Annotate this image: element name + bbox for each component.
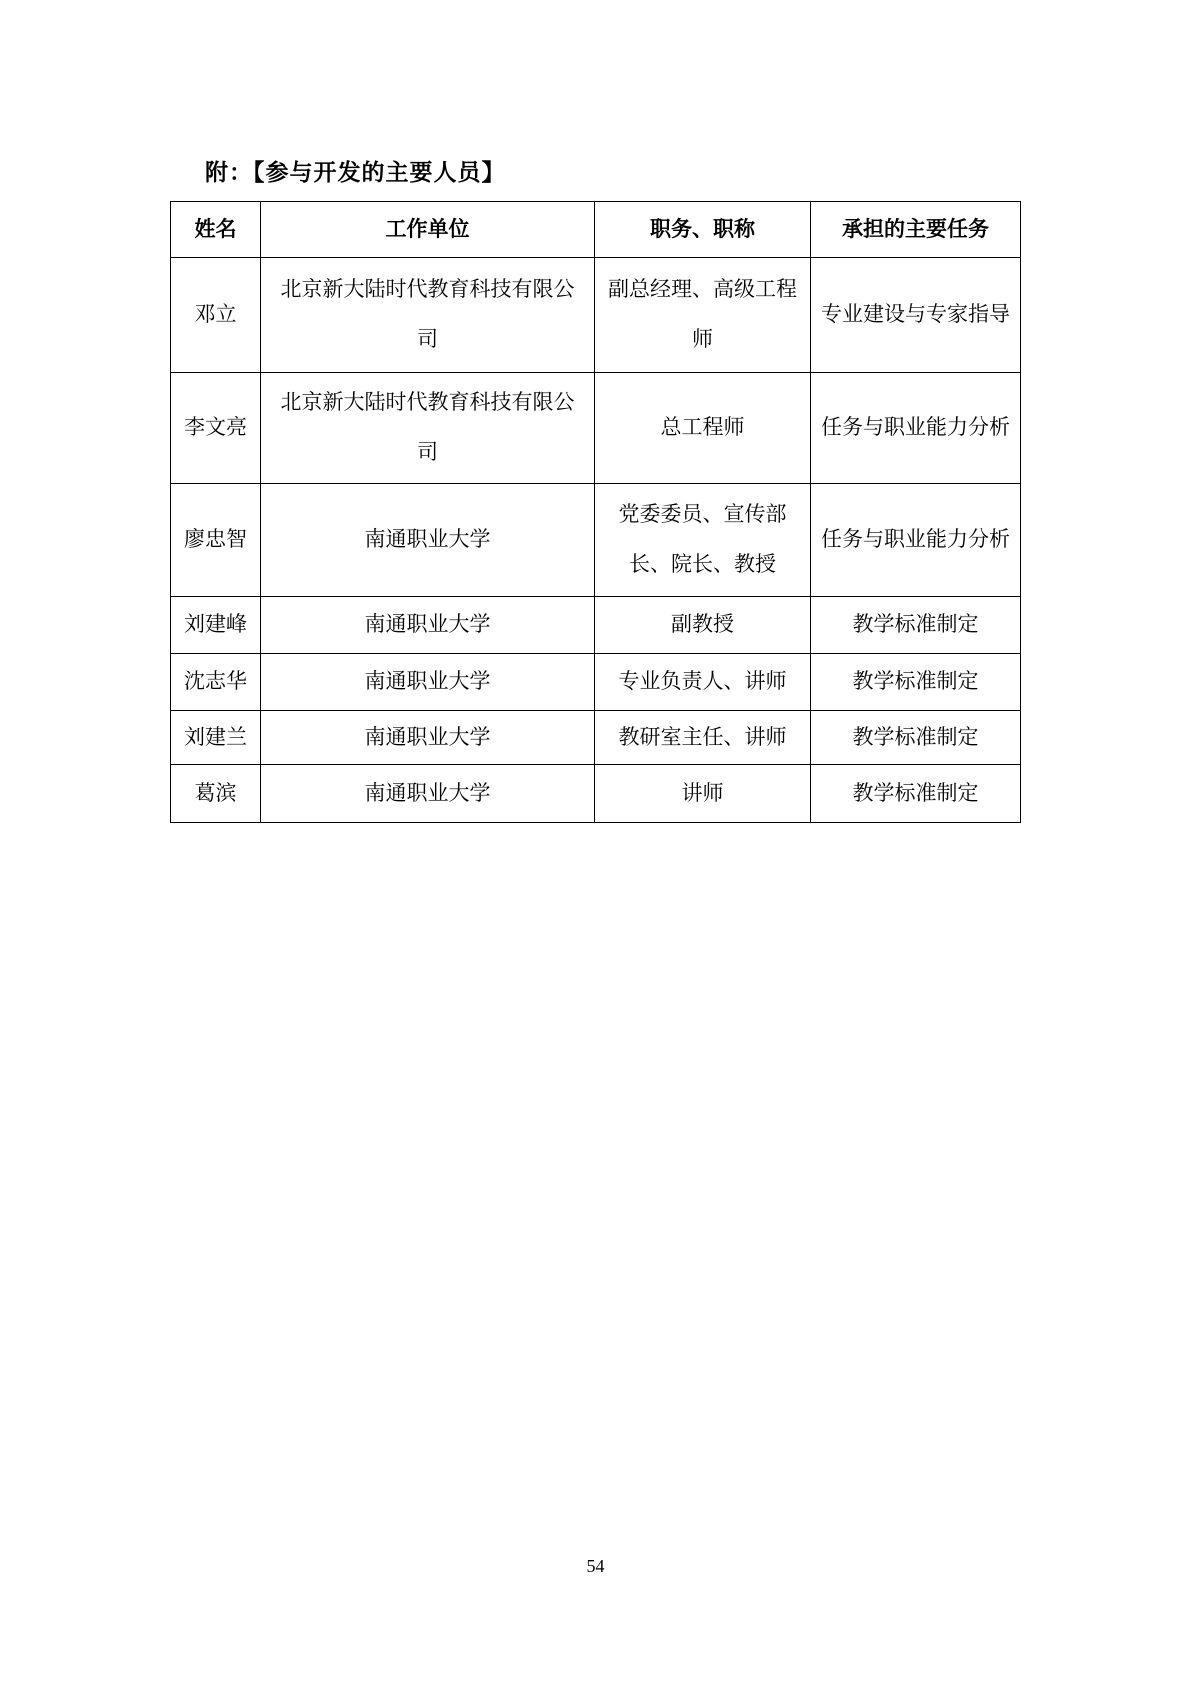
task-cell: 任务与职业能力分析 <box>811 373 1021 484</box>
title-cell: 党委委员、宣传部长、院长、教授 <box>595 484 811 597</box>
unit-cell: 南通职业大学 <box>261 765 595 823</box>
page-number: 54 <box>586 1556 605 1576</box>
unit-cell: 南通职业大学 <box>261 711 595 765</box>
title-cell: 总工程师 <box>595 373 811 484</box>
task-cell: 任务与职业能力分析 <box>811 484 1021 597</box>
unit-cell: 南通职业大学 <box>261 654 595 711</box>
title-cell: 教研室主任、讲师 <box>595 711 811 765</box>
name-cell: 沈志华 <box>171 654 261 711</box>
name-cell: 刘建兰 <box>171 711 261 765</box>
unit-cell: 北京新大陆时代教育科技有限公司 <box>261 258 595 373</box>
name-cell: 邓立 <box>171 258 261 373</box>
header-name: 姓名 <box>171 202 261 258</box>
title-cell: 专业负责人、讲师 <box>595 654 811 711</box>
name-cell: 葛滨 <box>171 765 261 823</box>
unit-cell: 南通职业大学 <box>261 597 595 654</box>
task-cell: 教学标准制定 <box>811 711 1021 765</box>
table-row <box>171 711 1021 765</box>
table-row <box>171 258 1021 373</box>
table-row <box>171 597 1021 654</box>
table-header-row <box>171 202 1021 258</box>
unit-cell: 北京新大陆时代教育科技有限公司 <box>261 373 595 484</box>
unit-cell: 南通职业大学 <box>261 484 595 597</box>
header-title: 职务、职称 <box>595 202 811 258</box>
task-cell: 专业建设与专家指导 <box>811 258 1021 373</box>
table-row <box>171 654 1021 711</box>
header-task: 承担的主要任务 <box>811 202 1021 258</box>
table-row <box>171 765 1021 823</box>
name-cell: 李文亮 <box>171 373 261 484</box>
header-unit: 工作单位 <box>261 202 595 258</box>
title-cell: 讲师 <box>595 765 811 823</box>
page-title: 附：【参与开发的主要人员】 <box>205 159 506 185</box>
personnel-table <box>170 201 1021 823</box>
task-cell: 教学标准制定 <box>811 597 1021 654</box>
table-row <box>171 373 1021 484</box>
task-cell: 教学标准制定 <box>811 654 1021 711</box>
name-cell: 廖忠智 <box>171 484 261 597</box>
task-cell: 教学标准制定 <box>811 765 1021 823</box>
name-cell: 刘建峰 <box>171 597 261 654</box>
title-cell: 副总经理、高级工程师 <box>595 258 811 373</box>
table-row <box>171 484 1021 597</box>
title-cell: 副教授 <box>595 597 811 654</box>
